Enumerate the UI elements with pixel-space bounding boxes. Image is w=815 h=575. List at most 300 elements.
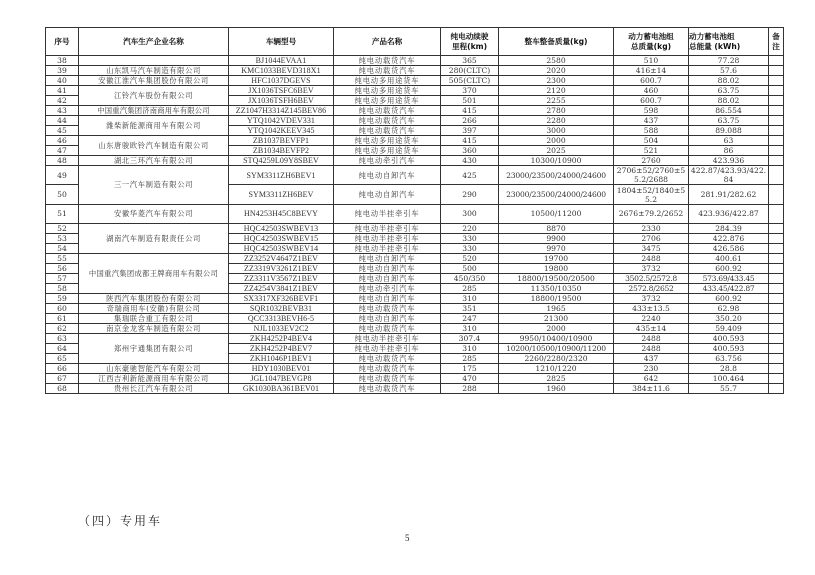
cell-battery-mass: 2760 [614, 156, 689, 166]
cell-product: 纯电动半挂牵引车 [334, 244, 441, 254]
cell-battery-energy: 426.586 [689, 244, 769, 254]
cell-curb-mass: 2580 [499, 56, 614, 66]
cell-range: 310 [441, 294, 499, 304]
cell-battery-energy: 350.20 [689, 314, 769, 324]
cell-seq: 44 [46, 116, 79, 126]
cell-company: 郑州宇通集团有限公司 [79, 334, 229, 364]
table-header-row [46, 28, 784, 56]
cell-curb-mass: 2280 [499, 116, 614, 126]
header-seq: 序号 [46, 28, 79, 56]
cell-seq: 59 [46, 294, 79, 304]
cell-battery-energy: 86.554 [689, 106, 769, 116]
cell-product: 纯电动自卸汽车 [334, 274, 441, 284]
cell-battery-mass: 504 [614, 136, 689, 146]
cell-range: 370 [441, 86, 499, 96]
cell-product: 纯电动多用途货车 [334, 146, 441, 156]
cell-battery-mass: 433±13.5 [614, 304, 689, 314]
cell-seq: 66 [46, 364, 79, 374]
cell-product: 纯电动牵引汽车 [334, 156, 441, 166]
cell-model: ZZ1047H3314Z145BEV86 [229, 106, 334, 116]
cell-product: 纯电动自卸汽车 [334, 254, 441, 264]
cell-curb-mass: 19700 [499, 254, 614, 264]
table-row [46, 86, 784, 96]
header-product: 产品名称 [334, 28, 441, 56]
cell-model: SYM3311ZH6BEV [229, 185, 334, 204]
cell-battery-mass: 598 [614, 106, 689, 116]
cell-battery-mass: 642 [614, 374, 689, 384]
cell-model: NJL1033EV2C2 [229, 324, 334, 334]
cell-curb-mass: 2000 [499, 324, 614, 334]
cell-range: 310 [441, 344, 499, 354]
cell-range: 505(CLTC) [441, 76, 499, 86]
page-number: 5 [405, 533, 410, 543]
cell-battery-mass: 230 [614, 364, 689, 374]
cell-remarks [769, 254, 784, 264]
cell-seq: 50 [46, 185, 79, 204]
cell-product: 纯电动载货汽车 [334, 354, 441, 364]
table-row [46, 314, 784, 324]
cell-remarks [769, 106, 784, 116]
cell-battery-mass: 3475 [614, 244, 689, 254]
cell-remarks [769, 304, 784, 314]
cell-product: 纯电动载货汽车 [334, 324, 441, 334]
cell-product: 纯电动自卸汽车 [334, 314, 441, 324]
cell-battery-energy: 422.876 [689, 234, 769, 244]
cell-curb-mass: 10200/10500/10900/11200 [499, 344, 614, 354]
cell-remarks [769, 264, 784, 274]
table-row [46, 334, 784, 344]
cell-battery-energy: 62.98 [689, 304, 769, 314]
cell-model: SX3317XF326BEVF1 [229, 294, 334, 304]
cell-model: ZZ3319V3261Z1BEV [229, 264, 334, 274]
cell-curb-mass: 1210/1220 [499, 364, 614, 374]
cell-company: 潍柴新能源商用车有限公司 [79, 116, 229, 136]
cell-battery-energy: 573.69/433.45 [689, 274, 769, 284]
cell-remarks [769, 146, 784, 156]
cell-company [79, 56, 229, 66]
cell-model: STQ4259L09Y8SBEV [229, 156, 334, 166]
table-row [46, 304, 784, 314]
table-row [46, 116, 784, 126]
cell-product: 纯电动载货汽车 [334, 66, 441, 76]
cell-curb-mass: 18800/19500/20500 [499, 274, 614, 284]
cell-curb-mass: 1960 [499, 384, 614, 394]
cell-seq: 49 [46, 166, 79, 185]
cell-battery-mass: 3502.5/2572.8 [614, 274, 689, 284]
cell-product: 纯电动多用途货车 [334, 76, 441, 86]
cell-seq: 52 [46, 224, 79, 234]
cell-battery-mass: 2706 [614, 234, 689, 244]
cell-product: 纯电动半挂牵引车 [334, 334, 441, 344]
header-range-line2: 里程(km) [451, 41, 488, 51]
cell-range: 425 [441, 166, 499, 185]
cell-company: 中国重汽集团成都王牌商用车有限公司 [79, 254, 229, 294]
cell-model: JGL1047BEVGP8 [229, 374, 334, 384]
cell-battery-energy: 433.45/422.87 [689, 284, 769, 294]
cell-curb-mass: 18800/19500 [499, 294, 614, 304]
cell-company: 山东凯马汽车制造有限公司 [79, 66, 229, 76]
cell-company: 安徽华菱汽车有限公司 [79, 204, 229, 223]
cell-remarks [769, 314, 784, 324]
cell-curb-mass: 23000/23500/24000/24600 [499, 166, 614, 185]
cell-remarks [769, 204, 784, 223]
cell-battery-mass: 2488 [614, 334, 689, 344]
cell-curb-mass: 11350/10350 [499, 284, 614, 294]
cell-company: 奇瑞商用车(安徽)有限公司 [79, 304, 229, 314]
cell-seq: 54 [46, 244, 79, 254]
cell-model: YTQ1042KEEV345 [229, 126, 334, 136]
cell-model: ZKH4252P4BEV7 [229, 344, 334, 354]
cell-seq: 55 [46, 254, 79, 264]
cell-model: ZB1034BEVFP2 [229, 146, 334, 156]
cell-model: QCC3313BEVH6-5 [229, 314, 334, 324]
cell-battery-mass: 2706±52/2760±55.2/2688 [614, 166, 689, 185]
header-battery-energy-line2: 总能量 (kWh) [689, 41, 741, 51]
cell-company: 贵州长江汽车有限公司 [79, 384, 229, 394]
cell-product: 纯电动自卸汽车 [334, 166, 441, 185]
cell-curb-mass: 23000/23500/24000/24600 [499, 185, 614, 204]
cell-seq: 56 [46, 264, 79, 274]
cell-product: 纯电动自卸汽车 [334, 294, 441, 304]
cell-seq: 51 [46, 204, 79, 223]
cell-remarks [769, 126, 784, 136]
cell-product: 纯电动载货汽车 [334, 304, 441, 314]
cell-curb-mass: 10300/10900 [499, 156, 614, 166]
cell-company: 集瑞联合重工有限公司 [79, 314, 229, 324]
cell-model: HQC42503SWBEV13 [229, 224, 334, 234]
cell-model: BJ1044EVAA1 [229, 56, 334, 66]
cell-product: 纯电动载货汽车 [334, 56, 441, 66]
cell-company: 山东唐骏欧铃汽车制造有限公司 [79, 136, 229, 156]
cell-model: ZB1037BEVFP1 [229, 136, 334, 146]
cell-battery-energy: 400.593 [689, 334, 769, 344]
header-battery-mass-line2: 总质量(kg) [630, 41, 672, 51]
cell-company: 南京金龙客车制造有限公司 [79, 324, 229, 334]
cell-battery-mass: 2676±79.2/2652 [614, 204, 689, 223]
cell-company: 山东豪驰智能汽车有限公司 [79, 364, 229, 374]
cell-battery-mass: 600.7 [614, 76, 689, 86]
cell-battery-energy: 63.75 [689, 86, 769, 96]
cell-product: 纯电动多用途货车 [334, 86, 441, 96]
cell-company: 江西吉利新能源商用车有限公司 [79, 374, 229, 384]
cell-remarks [769, 116, 784, 126]
cell-curb-mass: 9970 [499, 244, 614, 254]
cell-seq: 68 [46, 384, 79, 394]
cell-battery-mass: 460 [614, 86, 689, 96]
cell-battery-mass: 510 [614, 56, 689, 66]
cell-range: 520 [441, 254, 499, 264]
cell-curb-mass: 9950/10400/10900 [499, 334, 614, 344]
cell-curb-mass: 10500/11200 [499, 204, 614, 223]
cell-battery-energy: 63.75 [689, 116, 769, 126]
cell-curb-mass: 19800 [499, 264, 614, 274]
cell-battery-mass: 437 [614, 116, 689, 126]
cell-curb-mass: 2000 [499, 136, 614, 146]
cell-battery-mass: 2488 [614, 344, 689, 354]
cell-battery-energy: 86 [689, 146, 769, 156]
cell-curb-mass: 3000 [499, 126, 614, 136]
cell-company: 湖南汽车制造有限责任公司 [79, 224, 229, 254]
cell-range: 415 [441, 106, 499, 116]
cell-model: HDY1030BEV01 [229, 364, 334, 374]
cell-model: HFC1037DGEVS [229, 76, 334, 86]
cell-remarks [769, 56, 784, 66]
cell-seq: 58 [46, 284, 79, 294]
cell-remarks [769, 324, 784, 334]
cell-range: 290 [441, 185, 499, 204]
cell-range: 330 [441, 234, 499, 244]
table-row [46, 66, 784, 76]
cell-range: 500 [441, 264, 499, 274]
cell-seq: 45 [46, 126, 79, 136]
cell-model: ZZ3252V4647Z1BEV [229, 254, 334, 264]
cell-seq: 41 [46, 86, 79, 96]
section-heading: （四）专用车 [78, 514, 163, 528]
cell-remarks [769, 344, 784, 354]
cell-range: 501 [441, 96, 499, 106]
cell-model: YTQ1042VDEV331 [229, 116, 334, 126]
cell-remarks [769, 334, 784, 344]
cell-remarks [769, 374, 784, 384]
table-row [46, 136, 784, 146]
cell-product: 纯电动半挂牵引车 [334, 344, 441, 354]
table-row [46, 374, 784, 384]
cell-product: 纯电动载货汽车 [334, 126, 441, 136]
cell-battery-energy: 55.7 [689, 384, 769, 394]
cell-remarks [769, 86, 784, 96]
cell-range: 307.4 [441, 334, 499, 344]
cell-range: 288 [441, 384, 499, 394]
cell-company: 湖北三环汽车有限公司 [79, 156, 229, 166]
cell-remarks [769, 156, 784, 166]
cell-product: 纯电动半挂牵引车 [334, 204, 441, 223]
cell-remarks [769, 96, 784, 106]
cell-battery-energy: 88.02 [689, 96, 769, 106]
cell-battery-energy: 77.28 [689, 56, 769, 66]
cell-battery-mass: 2330 [614, 224, 689, 234]
header-battery-mass [614, 28, 689, 56]
cell-curb-mass: 1965 [499, 304, 614, 314]
cell-remarks [769, 234, 784, 244]
table-row [46, 224, 784, 234]
cell-range: 175 [441, 364, 499, 374]
cell-seq: 57 [46, 274, 79, 284]
cell-range: 430 [441, 156, 499, 166]
cell-remarks [769, 274, 784, 284]
cell-range: 300 [441, 204, 499, 223]
cell-battery-mass: 2240 [614, 314, 689, 324]
cell-seq: 38 [46, 56, 79, 66]
cell-product: 纯电动载货汽车 [334, 106, 441, 116]
cell-battery-mass: 1804±52/1840±55.2 [614, 185, 689, 204]
cell-range: 470 [441, 374, 499, 384]
cell-product: 纯电动自卸汽车 [334, 185, 441, 204]
table-row [46, 106, 784, 116]
cell-battery-energy: 400.61 [689, 254, 769, 264]
cell-range: 360 [441, 146, 499, 156]
cell-seq: 48 [46, 156, 79, 166]
cell-company: 三一汽车制造有限公司 [79, 166, 229, 205]
cell-range: 415 [441, 136, 499, 146]
table-row [46, 56, 784, 66]
cell-curb-mass: 8870 [499, 224, 614, 234]
cell-battery-energy: 28.8 [689, 364, 769, 374]
cell-seq: 61 [46, 314, 79, 324]
header-company: 汽车生产企业名称 [79, 28, 229, 56]
cell-battery-mass: 435±14 [614, 324, 689, 334]
cell-product: 纯电动载货汽车 [334, 364, 441, 374]
cell-curb-mass: 21300 [499, 314, 614, 324]
cell-battery-energy: 100.464 [689, 374, 769, 384]
cell-range: 365 [441, 56, 499, 66]
cell-seq: 39 [46, 66, 79, 76]
table-row [46, 364, 784, 374]
cell-curb-mass: 2300 [499, 76, 614, 86]
cell-battery-energy: 57.6 [689, 66, 769, 76]
cell-company: 中国重汽集团济南商用车有限公司 [79, 106, 229, 116]
cell-battery-energy: 423.936 [689, 156, 769, 166]
cell-remarks [769, 284, 784, 294]
header-model: 车辆型号 [229, 28, 334, 56]
cell-product: 纯电动半挂牵引车 [334, 224, 441, 234]
table-row [46, 294, 784, 304]
cell-curb-mass: 2780 [499, 106, 614, 116]
cell-seq: 46 [46, 136, 79, 146]
cell-range: 220 [441, 224, 499, 234]
header-battery-energy-line1: 动力蓄电池组 [689, 31, 735, 41]
cell-seq: 64 [46, 344, 79, 354]
cell-curb-mass: 2120 [499, 86, 614, 96]
cell-range: 266 [441, 116, 499, 126]
cell-battery-mass: 416±14 [614, 66, 689, 76]
cell-curb-mass: 9900 [499, 234, 614, 244]
cell-battery-energy: 89.088 [689, 126, 769, 136]
cell-curb-mass: 2825 [499, 374, 614, 384]
cell-battery-energy: 423.936/422.87 [689, 204, 769, 223]
cell-company: 安徽江淮汽车集团股份有限公司 [79, 76, 229, 86]
cell-seq: 40 [46, 76, 79, 86]
cell-product: 纯电动载货汽车 [334, 384, 441, 394]
cell-battery-energy: 59.409 [689, 324, 769, 334]
cell-battery-energy: 422.87/423.93/422.84 [689, 166, 769, 185]
cell-remarks [769, 185, 784, 204]
cell-remarks [769, 364, 784, 374]
cell-company: 江铃汽车股份有限公司 [79, 86, 229, 106]
cell-model: JX1036TSFC6BEV [229, 86, 334, 96]
cell-product: 纯电动载货汽车 [334, 374, 441, 384]
cell-battery-mass: 2488 [614, 254, 689, 264]
cell-seq: 65 [46, 354, 79, 364]
cell-curb-mass: 2025 [499, 146, 614, 156]
cell-range: 285 [441, 354, 499, 364]
table-row [46, 166, 784, 185]
cell-remarks [769, 224, 784, 234]
header-battery-energy [689, 28, 769, 56]
cell-model: ZZ3311V3567Z1BEV [229, 274, 334, 284]
header-curb-mass: 整车整备质量(kg) [499, 28, 614, 56]
cell-model: HN4253H45C8BEVY [229, 204, 334, 223]
cell-battery-mass: 3732 [614, 294, 689, 304]
cell-remarks [769, 244, 784, 254]
cell-battery-energy: 600.92 [689, 264, 769, 274]
cell-curb-mass: 2255 [499, 96, 614, 106]
cell-battery-mass: 588 [614, 126, 689, 136]
cell-curb-mass: 2020 [499, 66, 614, 76]
header-range-line1: 纯电动续驶 [450, 31, 489, 41]
header-remarks: 备注 [769, 28, 784, 56]
cell-model: SQR1032BEVB31 [229, 304, 334, 314]
cell-remarks [769, 66, 784, 76]
cell-seq: 47 [46, 146, 79, 156]
cell-range: 310 [441, 324, 499, 334]
cell-seq: 53 [46, 234, 79, 244]
cell-product: 纯电动多用途货车 [334, 136, 441, 146]
cell-seq: 62 [46, 324, 79, 334]
cell-battery-energy: 63.756 [689, 354, 769, 364]
cell-battery-mass: 521 [614, 146, 689, 156]
cell-product: 纯电动半挂牵引车 [334, 234, 441, 244]
table-row [46, 204, 784, 223]
table-row [46, 324, 784, 334]
cell-remarks [769, 136, 784, 146]
cell-range: 280(CLTC) [441, 66, 499, 76]
cell-model: ZZ4254V3841Z1BEV [229, 284, 334, 294]
cell-battery-mass: 600.7 [614, 96, 689, 106]
vehicle-catalog-table [45, 27, 784, 394]
cell-seq: 63 [46, 334, 79, 344]
cell-battery-energy: 281.91/282.62 [689, 185, 769, 204]
cell-model: SYM3311ZH6BEV1 [229, 166, 334, 185]
cell-remarks [769, 76, 784, 86]
cell-range: 351 [441, 304, 499, 314]
cell-remarks [769, 166, 784, 185]
table-row [46, 254, 784, 264]
cell-model: HQC42503SWBEV14 [229, 244, 334, 254]
cell-model: KMC1033BEVD318X1 [229, 66, 334, 76]
cell-remarks [769, 294, 784, 304]
cell-product: 纯电动牵引汽车 [334, 284, 441, 294]
cell-battery-energy: 63 [689, 136, 769, 146]
cell-range: 285 [441, 284, 499, 294]
cell-product: 纯电动载货汽车 [334, 116, 441, 126]
cell-model: HQC42503SWBEV15 [229, 234, 334, 244]
cell-range: 397 [441, 126, 499, 136]
cell-range: 247 [441, 314, 499, 324]
header-range [441, 28, 499, 56]
table-row [46, 156, 784, 166]
cell-seq: 43 [46, 106, 79, 116]
cell-battery-energy: 88.02 [689, 76, 769, 86]
cell-battery-energy: 600.92 [689, 294, 769, 304]
cell-remarks [769, 354, 784, 364]
cell-model: ZKH4252P4BEV4 [229, 334, 334, 344]
cell-range: 330 [441, 244, 499, 254]
cell-battery-mass: 384±11.6 [614, 384, 689, 394]
cell-battery-mass: 437 [614, 354, 689, 364]
cell-seq: 60 [46, 304, 79, 314]
table-row [46, 384, 784, 394]
cell-model: ZKH1046P1BEV1 [229, 354, 334, 364]
cell-seq: 67 [46, 374, 79, 384]
cell-model: JX1036TSFH6BEV [229, 96, 334, 106]
cell-battery-mass: 2572.8/2652 [614, 284, 689, 294]
cell-battery-mass: 3732 [614, 264, 689, 274]
cell-seq: 42 [46, 96, 79, 106]
cell-battery-energy: 400.593 [689, 344, 769, 354]
cell-model: GK1030BA361BEV01 [229, 384, 334, 394]
cell-curb-mass: 2260/2280/2320 [499, 354, 614, 364]
cell-remarks [769, 384, 784, 394]
